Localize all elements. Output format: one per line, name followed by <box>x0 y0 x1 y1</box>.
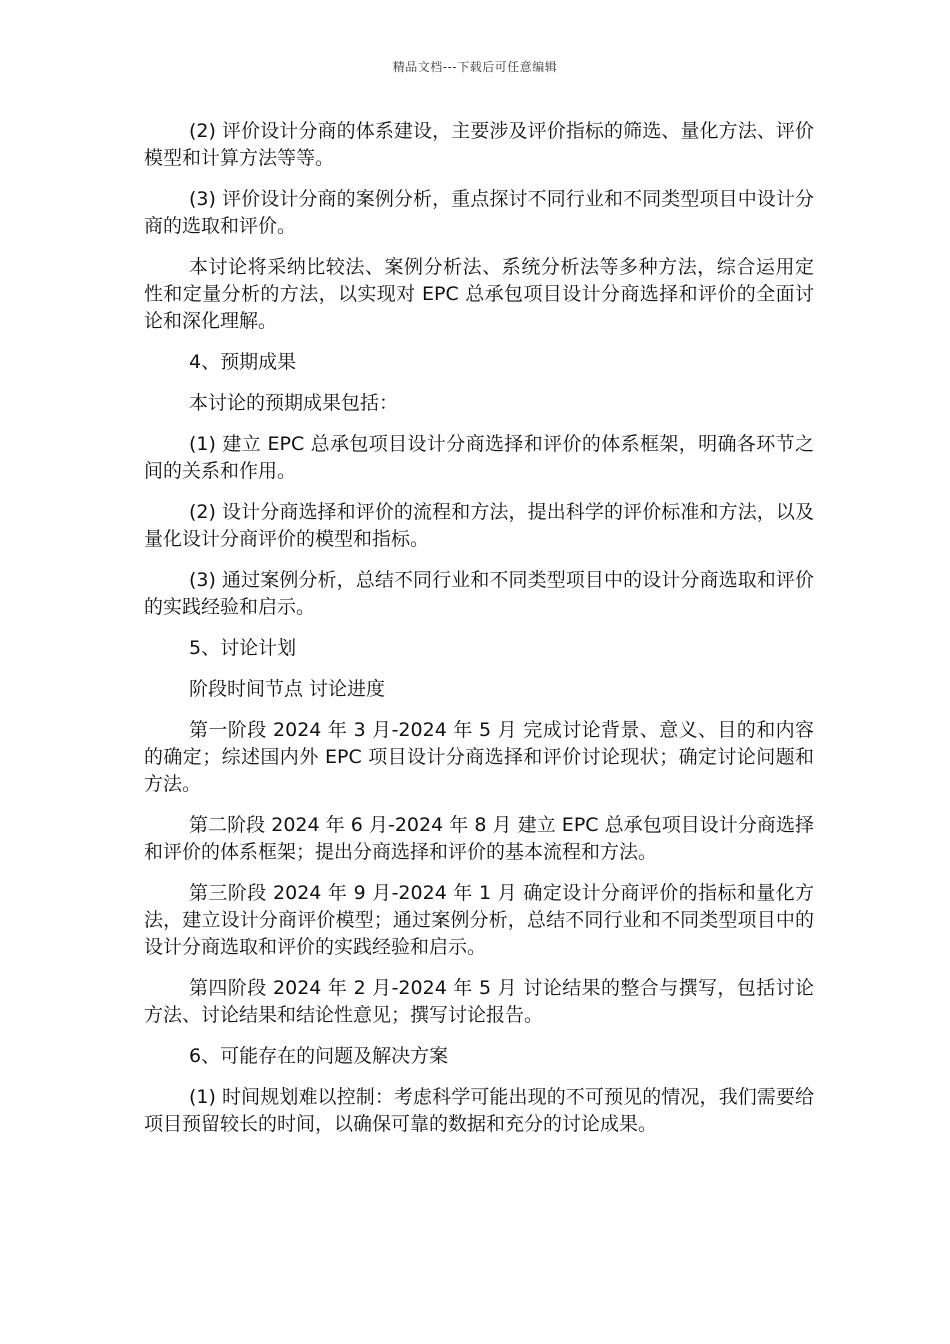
paragraph-result-3: (3) 通过案例分析，总结不同行业和不同类型项目中的设计分商选取和评价的实践经验和启示。 <box>144 569 814 618</box>
page-header: 精品文档---下载后可任意编辑 <box>392 60 558 74</box>
paragraph-case-analysis: (3) 评价设计分商的案例分析，重点探讨不同行业和不同类型项目中设计分商的选取和评价。 <box>144 188 814 237</box>
paragraph-evaluation-system: (2) 评价设计分商的体系建设，主要涉及评价指标的筛选、量化方法、评价模型和计算方法等等。 <box>144 120 814 169</box>
paragraph-stage-1: 第一阶段 2024 年 3 月-2024 年 5 月 完成讨论背景、意义、目的和内容的确定；综述国内外 EPC 项目设计分商选择和评价讨论现状；确定讨论问题和方法。 <box>144 719 814 795</box>
paragraph-stage-4: 第四阶段 2024 年 2 月-2024 年 5 月 讨论结果的整合与撰写，包括讨论方法、讨论结果和结论性意见；撰写讨论报告。 <box>144 977 814 1026</box>
paragraph-stage-3: 第三阶段 2024 年 9 月-2024 年 1 月 确定设计分商评价的指标和量化方法，建立设计分商评价模型；通过案例分析，总结不同行业和不同类型项目中的设计分商选取和评价的实践经验和启示。 <box>144 882 814 958</box>
paragraph-stage-2: 第二阶段 2024 年 6 月-2024 年 8 月 建立 EPC 总承包项目设计分商选择和评价的体系框架；提出分商选择和评价的基本流程和方法。 <box>144 814 814 863</box>
paragraph-problem-1: (1) 时间规划难以控制：考虑科学可能出现的不可预见的情况，我们需要给项目预留较长的时间，以确保可靠的数据和充分的讨论成果。 <box>144 1086 814 1135</box>
section-heading-plan: 5、讨论计划 <box>189 637 297 659</box>
paragraph-plan-header: 阶段时间节点 讨论进度 <box>189 678 386 700</box>
paragraph-results-intro: 本讨论的预期成果包括： <box>189 392 399 414</box>
paragraph-result-2: (2) 设计分商选择和评价的流程和方法，提出科学的评价标准和方法，以及量化设计分商评价的模型和指标。 <box>144 501 814 550</box>
paragraph-result-1: (1) 建立 EPC 总承包项目设计分商选择和评价的体系框架，明确各环节之间的关系和作用。 <box>144 433 814 482</box>
section-heading-problems: 6、可能存在的问题及解决方案 <box>189 1045 449 1067</box>
document-body <box>144 118 814 1152</box>
paragraph-methods: 本讨论将采纳比较法、案例分析法、系统分析法等多种方法，综合运用定性和定量分析的方法，以实现对 EPC 总承包项目设计分商选择和评价的全面讨论和深化理解。 <box>144 256 814 332</box>
section-heading-expected-results: 4、预期成果 <box>189 351 297 373</box>
